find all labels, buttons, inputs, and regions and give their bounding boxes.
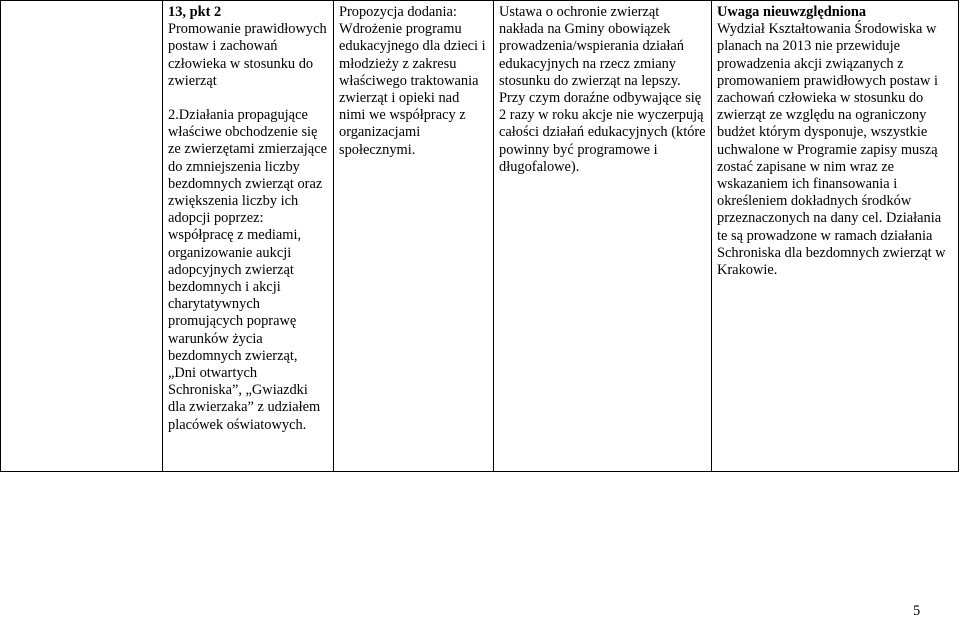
response-status: Uwaga nieuwzględniona bbox=[717, 4, 867, 20]
empty-cell bbox=[1, 1, 163, 472]
item-number: 13, pkt 2 bbox=[168, 4, 222, 20]
cell-program-item bbox=[163, 1, 334, 472]
cell-proposal bbox=[334, 1, 494, 472]
response-text: Wydział Kształtowania Środowiska w planach na 2013 nie przewiduje prowadzenia akcji związanych z promowaniem prawidłowych postaw i zachowań człowieka w stosunku do zwierząt ze względu na ograniczony budżet którym dysponuje, wszystkie uchwalone w Programie zapisy muszą zostać zapisane w nim wraz ze wskazaniem ich finansowania i określeniem dokładnych środków przeznaczonych na dany cel. Działania te są prowadzone w ramach działania Schroniska dla bezdomnych zwierząt w Krakowie. bbox=[717, 21, 946, 279]
proposal-text: Propozycja dodania: Wdrożenie programu edukacyjnego dla dzieci i młodzieży z zakresu właściwego traktowania zwierząt i opieki nad nimi we współpracy z organizacjami społecznymi. bbox=[339, 4, 486, 158]
item-title: Promowanie prawidłowych postaw i zachowań człowieka w stosunku do zwierząt bbox=[168, 21, 327, 89]
cell-justification bbox=[494, 1, 712, 472]
justification-text: Ustawa o ochronie zwierząt nakłada na Gminy obowiązek prowadzenia/wspierania działań edukacyjnych na rzecz zmiany stosunku do zwierząt na lepszy. Przy czym doraźne odbywające się 2 razy w roku akcje nie wyczerpują całości działań edukacyjnych (które powinny być programowe i długofalowe). bbox=[499, 4, 706, 175]
page-number: 5 bbox=[913, 603, 921, 619]
paragraph-gap bbox=[168, 90, 328, 107]
table-row bbox=[1, 1, 959, 472]
cell-response bbox=[712, 1, 959, 472]
item-description: 2.Działania propagujące właściwe obchodzenie się ze zwierzętami zmierzające do zmniejszenia liczby bezdomnych zwierząt oraz zwiększenia liczby ich adopcji poprzez: współpracę z mediami, organizowanie aukcji adopcyjnych zwierząt bezdomnych i akcji charytatywnych promujących poprawę warunków życia bezdomnych zwierząt, „Dni otwartych Schroniska”, „Gwiazdki dla zwierzaka” z udziałem placówek oświatowych. bbox=[168, 107, 327, 433]
